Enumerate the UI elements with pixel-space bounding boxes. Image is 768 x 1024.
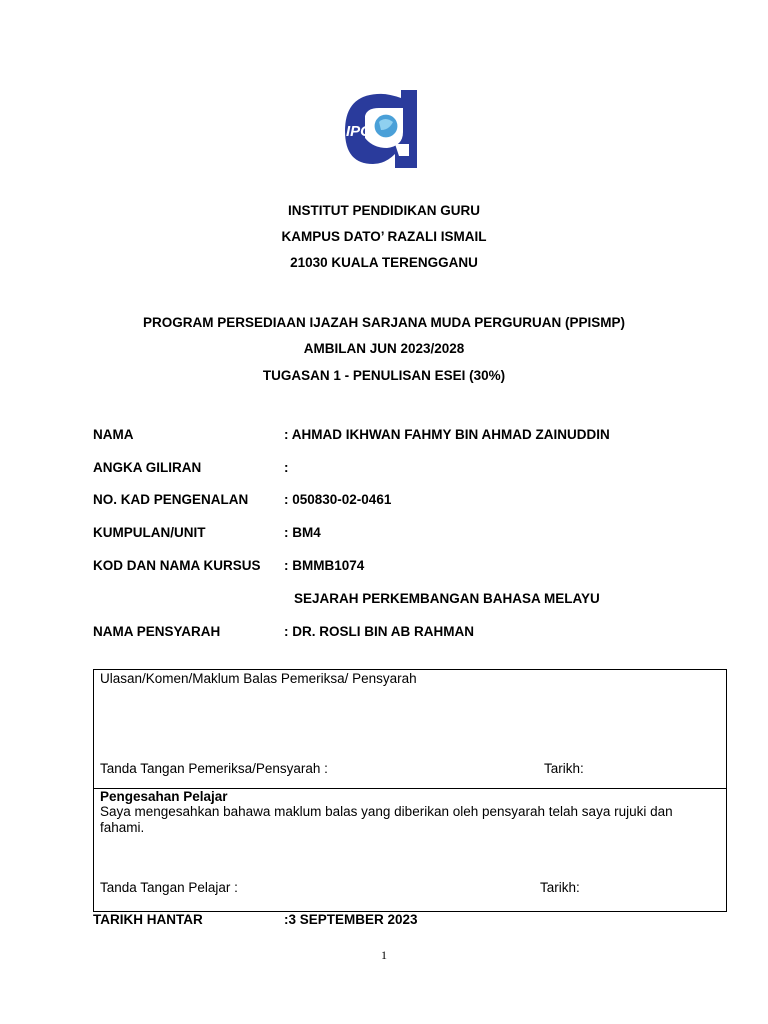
field-value-course-name: SEJARAH PERKEMBANGAN BAHASA MELAYU — [294, 591, 600, 606]
field-value-ic: : 050830-02-0461 — [284, 492, 392, 507]
assignment-title: TUGASAN 1 - PENULISAN ESEI (30%) — [262, 368, 506, 383]
field-label-index: ANGKA GILIRAN — [93, 460, 202, 475]
submission-date-value: :3 SEPTEMBER 2023 — [284, 912, 418, 927]
feedback-box — [93, 669, 727, 789]
campus-address: 21030 KUALA TERENGGANU — [290, 255, 478, 270]
program-name: PROGRAM PERSEDIAAN IJAZAH SARJANA MUDA PERGURUAN (PPISMP) — [142, 315, 626, 330]
ipg-logo — [343, 86, 417, 168]
field-value-index: : — [284, 460, 289, 475]
field-label-name: NAMA — [93, 427, 134, 442]
svg-text:IPG: IPG — [346, 123, 372, 140]
student-confirmation-box — [93, 788, 727, 912]
field-label-lecturer: NAMA PENSYARAH — [93, 624, 221, 639]
student-confirmation-statement: Saya mengesahkan bahawa maklum balas yang diberikan oleh pensyarah telah saya rujuki dan fahami. — [100, 804, 673, 835]
field-value-course-code: : BMMB1074 — [284, 558, 365, 573]
institute-name: INSTITUT PENDIDIKAN GURU — [288, 203, 480, 218]
page-number: 1 — [381, 948, 387, 962]
submission-date-label: TARIKH HANTAR — [93, 912, 203, 927]
examiner-signature-label: Tanda Tangan Pemeriksa/Pensyarah : — [100, 761, 328, 776]
intake: AMBILAN JUN 2023/2028 — [303, 341, 465, 356]
field-value-group: : BM4 — [284, 525, 321, 540]
feedback-heading: Ulasan/Komen/Maklum Balas Pemeriksa/ Pensyarah — [100, 671, 417, 686]
examiner-date-label: Tarikh: — [544, 761, 584, 776]
field-value-lecturer: : DR. ROSLI BIN AB RAHMAN — [284, 624, 474, 639]
student-confirmation-heading: Pengesahan Pelajar — [100, 789, 228, 804]
student-date-label: Tarikh: — [540, 880, 580, 895]
student-signature-label: Tanda Tangan Pelajar : — [100, 880, 238, 895]
field-label-group: KUMPULAN/UNIT — [93, 525, 206, 540]
campus-name: KAMPUS DATO’ RAZALI ISMAIL — [281, 229, 487, 244]
field-value-name: : AHMAD IKHWAN FAHMY BIN AHMAD ZAINUDDIN — [284, 427, 610, 442]
field-label-course: KOD DAN NAMA KURSUS — [93, 558, 261, 573]
field-label-ic: NO. KAD PENGENALAN — [93, 492, 249, 507]
